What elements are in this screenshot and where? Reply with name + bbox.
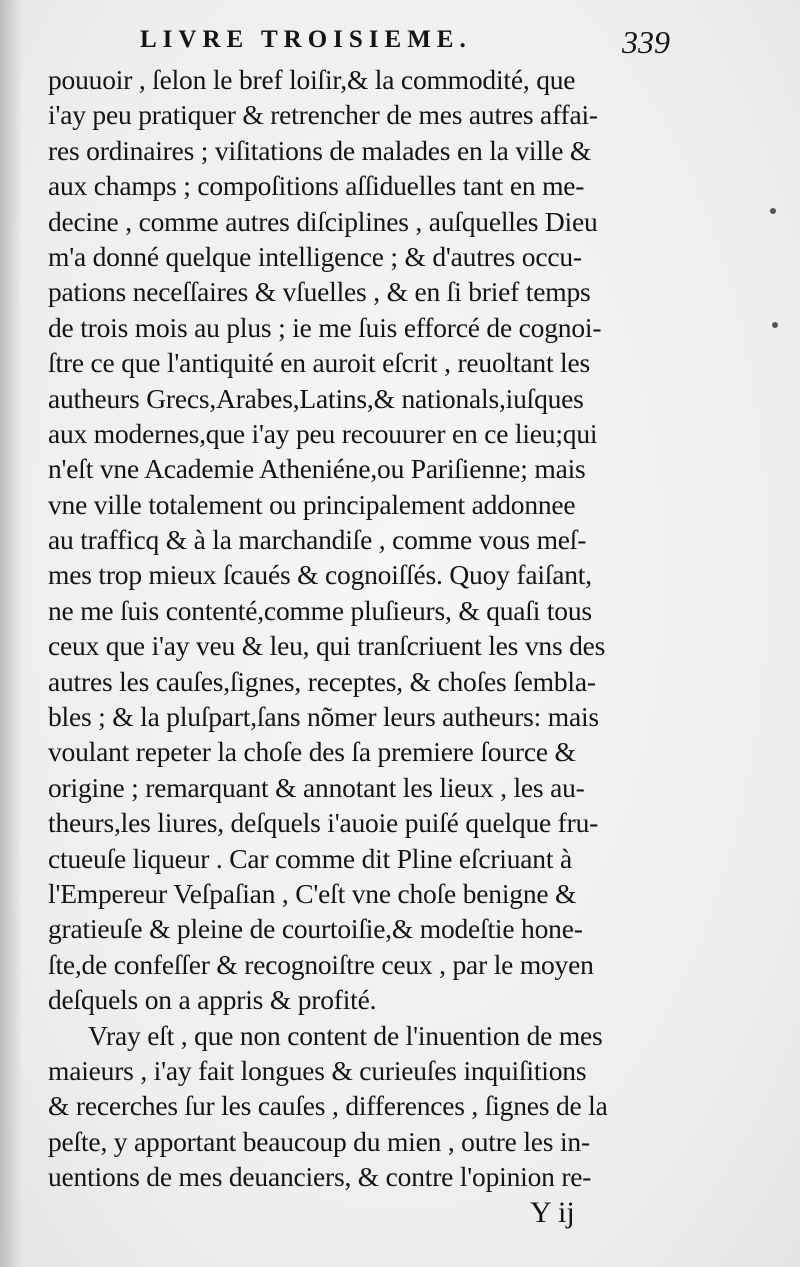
text-line: autres les cauſes,ſignes, receptes, & choſes ſembla-: [48, 665, 596, 697]
text-line: ceux que i'ay veu & leu, qui tranſcriuent les vns des: [48, 630, 606, 662]
text-line: i'ay peu pratiquer & retrencher de mes autres affai-: [48, 99, 598, 131]
text-line: maieurs , i'ay fait longues & curieuſes inquiſitions: [48, 1054, 587, 1086]
paragraph-start-line: Vray eſt , que non content de l'inuention de mes: [88, 1019, 603, 1051]
running-head: LIVRE TROISIEME.: [140, 26, 472, 53]
text-line: ne me ſuis contenté,comme pluſieurs, & quaſi tous: [48, 594, 592, 626]
text-line: peſte, y apportant beaucoup du mien , outre les in-: [48, 1125, 590, 1157]
text-line: n'eſt vne Academie Atheniéne,ou Pariſienne; mais: [48, 453, 586, 485]
text-line: aux champs ; compoſitions aſſiduelles tant en me-: [48, 170, 585, 202]
text-line: autheurs Grecs,Arabes,Latins,& nationals,iuſques: [48, 382, 584, 414]
text-line: decine , comme autres diſciplines , auſquelles Dieu: [48, 205, 598, 237]
text-line: voulant repeter la choſe des ſa premiere ſource &: [48, 736, 576, 768]
text-line: ctueuſe liqueur . Car comme dit Pline eſcriuant à: [48, 842, 572, 874]
text-line: au trafficq & à la marchandiſe , comme vous meſ-: [48, 524, 587, 556]
text-line: pations neceſſaires & vſuelles , & en ſi brief temps: [48, 276, 591, 308]
page-number: 339: [622, 24, 670, 60]
text-line: mes trop mieux ſcaués & cognoiſſés. Quoy faiſant,: [48, 559, 592, 591]
ink-speck: [770, 208, 776, 214]
ink-speck: [772, 322, 778, 328]
text-line: deſquels on a appris & profité.: [48, 984, 377, 1016]
text-line: bles ; & la pluſpart,ſans nõmer leurs autheurs: mais: [48, 701, 599, 733]
text-line: l'Empereur Veſpaſian , C'eſt vne choſe benigne &: [48, 877, 577, 909]
text-line: m'a donné quelque intelligence ; & d'autres occu-: [48, 240, 582, 272]
page-gutter-shadow: [0, 0, 22, 1267]
text-line: pouuoir , ſelon le bref loiſir,& la commodité, que: [48, 64, 576, 95]
text-line: uentions de mes deuanciers, & contre l'opinion re-: [48, 1161, 592, 1193]
text-line: ſte,de confeſſer & recognoiſtre ceux , par le moyen: [48, 948, 594, 980]
text-line: gratieuſe & pleine de courtoiſie,& modeſtie hone-: [48, 913, 583, 945]
signature-mark: Y ij: [530, 1196, 575, 1229]
text-line: vne ville totalement ou principalement addonnee: [48, 488, 576, 520]
text-line: aux modernes,que i'ay peu recouurer en ce lieu;qui: [48, 417, 598, 449]
body-text: [48, 62, 708, 1195]
text-line: origine ; remarquant & annotant les lieux , les au-: [48, 771, 585, 803]
text-line: ſtre ce que l'antiquité en auroit eſcrit , reuoltant les: [48, 347, 591, 379]
text-line: res ordinaires ; viſitations de malades en la ville &: [48, 134, 592, 166]
text-line: de trois mois au plus ; ie me ſuis efforcé de cognoi-: [48, 311, 602, 343]
text-line: theurs,les liures, deſquels i'auoie puiſé quelque fru-: [48, 807, 599, 839]
text-line: & recerches ſur les cauſes , differences , ſignes de la: [48, 1090, 608, 1122]
